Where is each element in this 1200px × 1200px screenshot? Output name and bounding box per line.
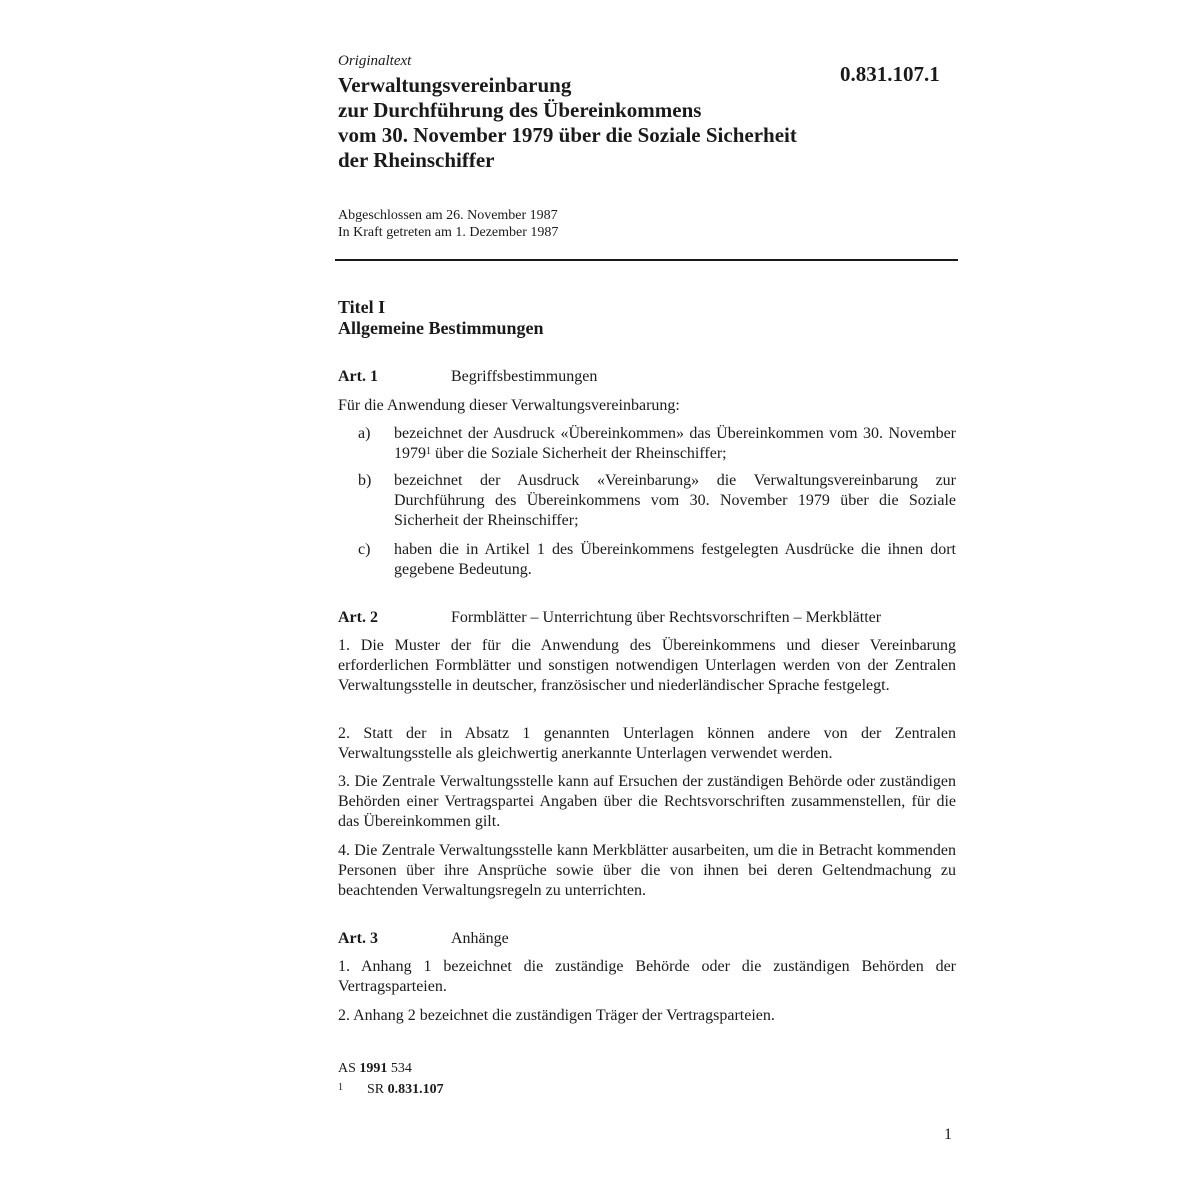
article-number: Art. 3 xyxy=(338,930,378,947)
header-divider xyxy=(335,259,958,261)
list-item-text: bezeichnet der Ausdruck «Vereinbarung» die Verwaltungsvereinbarung zur Durchführung des Übereinkommens vom 30. November 1979 über die Soziale Sicherheit der Rheinschiffer; xyxy=(394,472,956,529)
title-line: Verwaltungsvereinbarung xyxy=(338,73,572,97)
article-paragraph: 3. Die Zentrale Verwaltungsstelle kann auf Ersuchen der zuständigen Behörde oder zuständigen Behörden einer Vertragspartei Angaben über die Rechtsvorschriften zusammenstellen, für die das Übereinkommen gilt. xyxy=(338,773,956,830)
title-line: vom 30. November 1979 über die Soziale Sicherheit xyxy=(338,123,797,147)
article-title: Anhänge xyxy=(451,930,509,947)
page-number: 1 xyxy=(944,1126,952,1143)
document-title xyxy=(338,73,898,173)
title-line: zur Durchführung des Übereinkommens xyxy=(338,98,702,122)
article-paragraph: 2. Anhang 2 bezeichnet die zuständigen Träger der Vertragsparteien. xyxy=(338,1007,775,1024)
sr-number: 0.831.107.1 xyxy=(840,62,940,86)
article-title: Formblätter – Unterrichtung über Rechtsvorschriften – Merkblätter xyxy=(451,609,882,626)
article-2-heading xyxy=(338,608,956,628)
article-1-heading xyxy=(338,367,956,387)
article-1-intro: Für die Anwendung dieser Verwaltungsvereinbarung: xyxy=(338,397,680,414)
list-item-text: bezeichnet der Ausdruck «Übereinkommen» das Übereinkommen vom 30. November 1979$^1$ über die Soziale Sicherheit der Rheinschiffer; xyxy=(394,425,956,462)
list-item-letter: a) xyxy=(358,425,371,442)
article-paragraph: 4. Die Zentrale Verwaltungsstelle kann Merkblätter ausarbeiten, um die in Betracht kommenden Personen über ihre Ansprüche sowie über die von ihnen bei deren Geltendmachung zu beachtenden Verwaltungsregeln zu unterrichten. xyxy=(338,842,956,899)
article-paragraph: 1. Anhang 1 bezeichnet die zuständige Behörde oder die zuständigen Behörden der Vertragsparteien. xyxy=(338,958,956,995)
list-item-letter: c) xyxy=(358,541,371,558)
article-number: Art. 1 xyxy=(338,368,378,385)
article-number: Art. 2 xyxy=(338,609,378,626)
titel-number: Titel I xyxy=(338,297,386,317)
titel-name: Allgemeine Bestimmungen xyxy=(338,318,544,338)
article-title: Begriffsbestimmungen xyxy=(451,368,598,385)
footnote: $^1$ SR 0.831.107 xyxy=(338,1082,444,1097)
as-reference: AS 1991 534 xyxy=(338,1061,412,1076)
originaltext-label: Originaltext xyxy=(338,53,412,69)
footnote-mark: 1 xyxy=(338,1082,343,1093)
list-item-letter: b) xyxy=(358,472,372,489)
article-3-heading xyxy=(338,929,956,949)
concluded-date: Abgeschlossen am 26. November 1987 xyxy=(338,208,558,223)
in-force-date: In Kraft getreten am 1. Dezember 1987 xyxy=(338,225,559,240)
footnote-ref[interactable]: 1 xyxy=(426,446,431,457)
article-paragraph: 2. Statt der in Absatz 1 genannten Unterlagen können andere von der Zentralen Verwaltungsstelle als gleichwertig anerkannte Unterlagen verwendet werden. xyxy=(338,725,956,762)
document-dates xyxy=(338,207,558,241)
article-paragraph: 1. Die Muster der für die Anwendung des Übereinkommens und dieser Vereinbarung erforderlichen Formblätter und sonstigen notwendigen Unterlagen werden von der Zentralen Verwaltungsstelle in deutscher, französischer und niederländischer Sprache festgelegt. xyxy=(338,637,956,694)
title-line: der Rheinschiffer xyxy=(338,148,495,172)
titel-heading xyxy=(338,297,543,339)
list-item-text: haben die in Artikel 1 des Übereinkommens festgelegten Ausdrücke die ihnen dort gegebene Bedeutung. xyxy=(394,541,956,578)
